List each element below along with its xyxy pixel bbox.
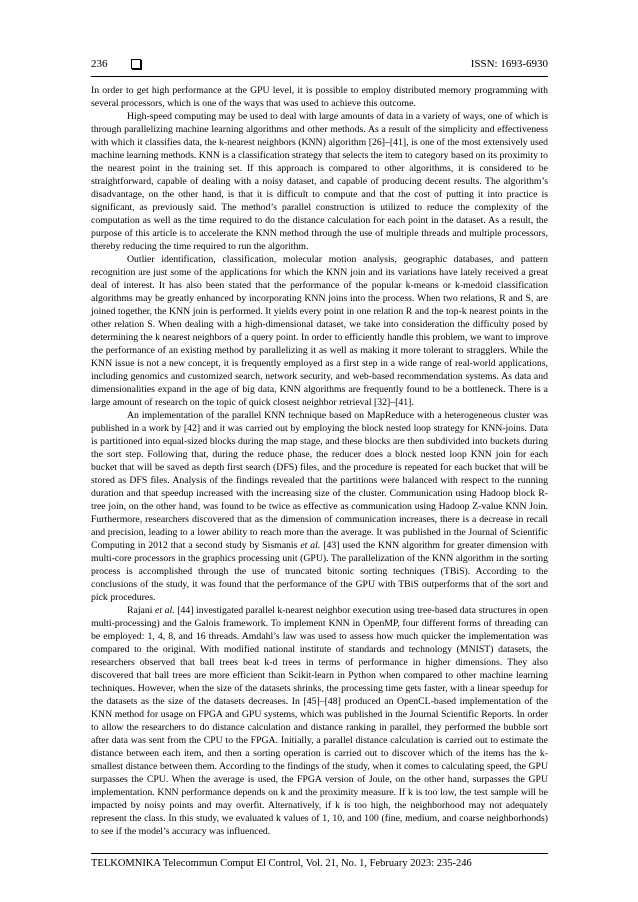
checkbox-square-icon bbox=[131, 59, 141, 69]
paragraph-4-text: An implementation of the parallel KNN technique based on MapReduce with a heterogeneous cluster was published in a work by [42] and it was carried out by employing the block nested loop strategy for KNN-joins. Data is partitioned into equal-sized blocks during the map stage, and these blocks are then subdivided into buckets during the sort step. Following that, during the reduce phase, the reducer does a block nested loop KNN join for each bucket that will be saved as depth first search (DFS) files, and the procedure is repeated for each bucket that will be stored as DFS files. Analysis of the findings revealed that the partitions were balanced with respect to the running duration and that speedup increased with the increasing size of the cluster. Communication using Hadoop block R-tree join, on the other hand, was found to be twice as effective as communication using Hadoop Z-value KNN Join. Furthermore, researchers discovered that as the dimension of communication increases, there is a decrease in recall and precision, leading to a lower ability to reach more than the average. It was published in the Journal of Scientific Computing in 2012 that a second study by Sismanis bbox=[91, 410, 548, 551]
paragraph-4 bbox=[91, 409, 548, 604]
page-number: 236 bbox=[91, 58, 108, 70]
page-header bbox=[91, 58, 548, 74]
paragraph-5 bbox=[91, 604, 548, 838]
header-divider bbox=[91, 76, 548, 77]
paragraph-1: In order to get high performance at the GPU level, it is possible to employ distributed memory programming with several processors, which is one of the ways that was used to achieve this outcome. bbox=[91, 85, 548, 109]
journal-footer: TELKOMNIKA Telecommun Comput El Control, Vol. 21, No. 1, February 2023: 235-246 bbox=[91, 858, 472, 869]
issn-label: ISSN: 1693-6930 bbox=[470, 58, 548, 70]
paragraph-2: High-speed computing may be used to deal with large amounts of data in a variety of ways, one of which is through parallelizing machine learning algorithms and other methods. As a result of the simplicity and effectiveness with which it classifies data, the k-nearest neighbors (KNN) algorithm [26]–[41], is one of the most extensively used machine learning methods. KNN is a classification strategy that selects the item to category based on its proximity to the nearest point in the training set. If this approach is compared to other algorithms, it is considered to be straightforward, capable of dealing with a noisy dataset, and capable of producing decent results. The algorithm’s disadvantage, on the other hand, is that it is difficult to compute and that the cost of putting it into practice is significant, as previously said. The method’s parallel construction is utilized to reduce the complexity of the computation as well as the time required to do the distance calculation for each point in the dataset. As a result, the purpose of this article is to accelerate the KNN method through the use of multiple threads and multiple processors, thereby reducing the time required to run the algorithm. bbox=[91, 111, 548, 252]
footer-divider bbox=[91, 853, 548, 854]
paragraph-3: Outlier identification, classification, molecular motion analysis, geographic databases, and pattern recognition are just some of the applications for which the KNN join and its variations have lately received a great deal of interest. It has also been stated that the performance of the popular k-means or k-medoid classification algorithms may be greatly enhanced by incorporating KNN joins into the process. When two relations, R and S, are joined together, the KNN join is performed. It yields every point in one relation R and the top-k nearest points in the other relation S. When dealing with a high-dimensional dataset, we take into consideration the difficulty posed by determining the k nearest neighbors of a query point. In order to efficiently handle this problem, we want to improve the performance of an existing method by parallelizing it as well as making it more tolerant to stragglers. While the KNN issue is not a new concept, it is frequently employed as a first step in a wide range of real-world applications, including genomics and customized search, network security, and web-based recommendation systems. As data and dimensionalities expand in the age of big data, KNN algorithms are frequently found to be a bottleneck. There is a large amount of research on the topic of quick closest neighbor retrieval [32]–[41]. bbox=[91, 254, 548, 408]
paragraph-5-italic: et al. bbox=[155, 605, 175, 616]
paragraph-5-text-end: [44] investigated parallel k-nearest neighbor execution using tree-based data structures in open multi-processing) and the Galois framework. To implement KNN in OpenMP, four different forms of threading can be employed: 1, 4, 8, and 16 threads. Amdahl’s law was used to assess how much quicker the implementation was compared to the original. With modified national institute of standards and technology (MNIST) datasets, the researchers observed that ball trees beat k-d trees in terms of performance in higher dimensions. They also discovered that ball trees are more efficient than Scikit-learn in Python when compared to other machine learning techniques. However, when the size of the datasets shrinks, the processing time gets faster, with a linear speedup for the datasets as the size of the datasets decreases. In [45]–[48] produced an OpenCL-based implementation of the KNN method for usage on FPGA and GPU systems, which was published in the Journal Scientific Reports. In order to allow the researchers to do distance calculation and distance ranking in parallel, they performed the bubble sort after data was sent from the CPU to the FPGA. Initially, a parallel distance calculation is carried out to estimate the distance between each item, and then a sorting operation is carried out to discover which of the items has the k-smallest distance between them. According to the findings of the study, when it comes to calculating speed, the GPU surpasses the CPU. When the average is used, the FPGA version of Joule, on the other hand, surpasses the GPU implementation. KNN performance depends on k and the proximity measure. If k is too low, the test sample will be impacted by noisy points and may overfit. Alternatively, if k is too high, the neighborhood may not adequately represent the class. In this study, we evaluated k values of 1, 10, and 100 (fine, medium, and coarse neighborhoods) to see if the model’s accuracy was influenced. bbox=[91, 605, 549, 837]
paragraph-4-italic: et al. bbox=[300, 540, 321, 551]
paragraph-5-text: Rajani bbox=[127, 605, 156, 616]
paragraph-4-text-end: [43] used the KNN algorithm for greater dimension with multi-core processors in the graphics processing unit (GPU). The parallelization of the KNN algorithm in the sorting process is accomplished through the use of truncated bitonic sorting techniques (TBiS). According to the conclusions of the study, it was found that the performance of the GPU with TBiS outperforms that of the sort and pick procedures. bbox=[91, 540, 548, 603]
article-body bbox=[91, 84, 548, 838]
